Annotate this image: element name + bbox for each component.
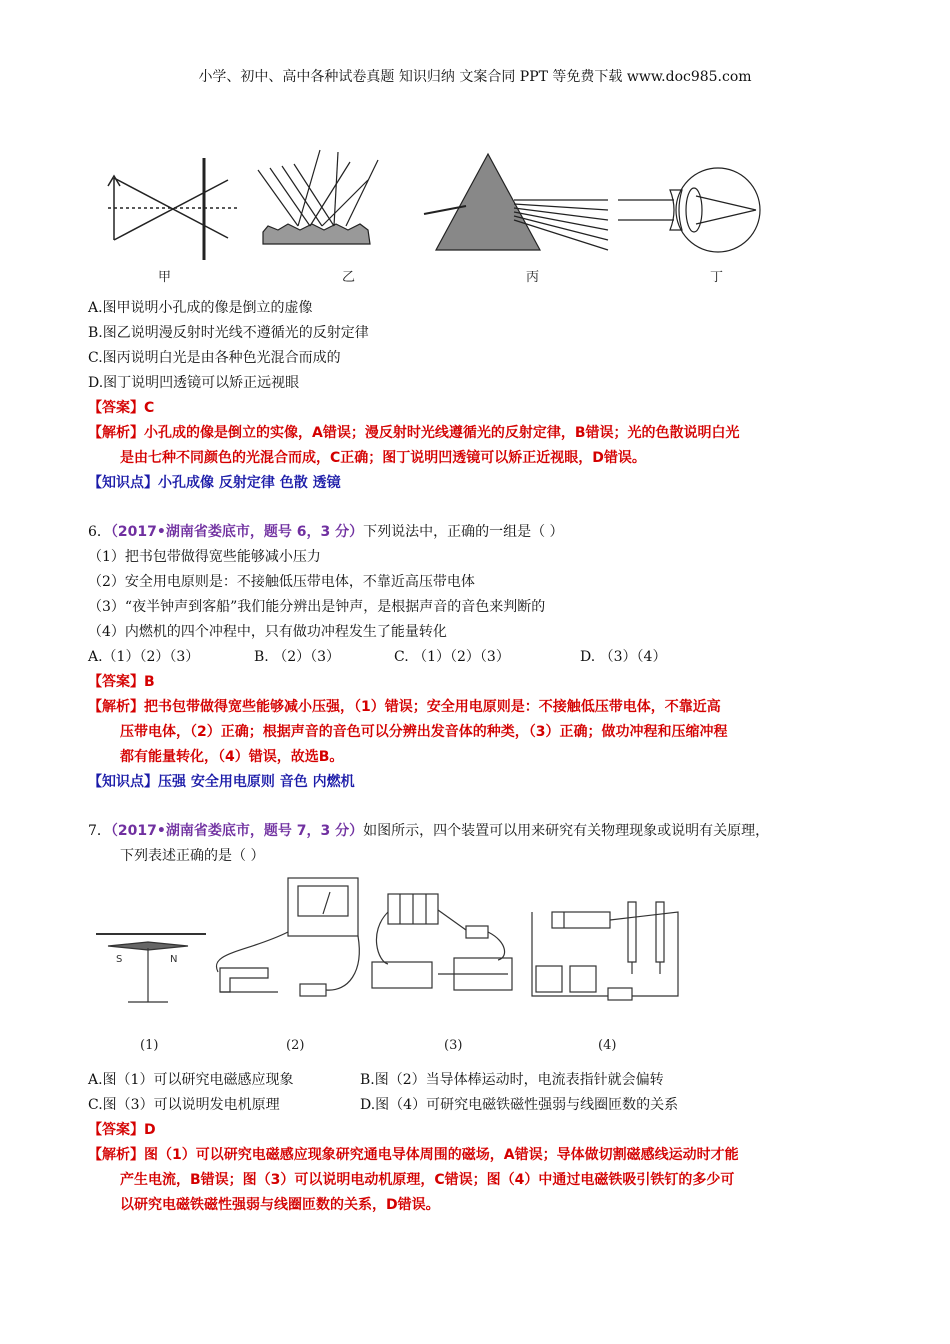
- q6-options: [88, 647, 666, 667]
- q6-item-1: （1）把书包带做得宽些能够减小压力: [88, 549, 321, 565]
- q6-answer: 【答案】B: [88, 674, 155, 690]
- fig-caption-jia: 甲: [158, 270, 172, 285]
- q7-options-row1: [88, 1070, 664, 1090]
- q6-analysis: 【解析】把书包带做得宽些能够减小压强，（1）错误；安全用电原则是：不接触低压带电体，不靠近高: [88, 699, 721, 715]
- q7-fig-caption-3: (3): [444, 1038, 463, 1053]
- q5-knowledge-points: 【知识点】小孔成像 反射定律 色散 透镜: [88, 475, 341, 491]
- q6-item-2: （2）安全用电原则是：不接触低压带电体，不靠近高压带电体: [88, 574, 475, 590]
- q7-analysis: 【解析】图（1）可以研究电磁感应现象研究通电导体周围的磁场，A错误；导体做切割磁感线运动时才能: [88, 1147, 739, 1163]
- q7-option-d: D.图（4）可研究电磁铁磁性强弱与线圈匝数的关系: [360, 1097, 679, 1113]
- q6-item-4: （4）内燃机的四个冲程中，只有做功冲程发生了能量转化: [88, 624, 447, 640]
- fig-caption-yi: 乙: [342, 270, 356, 285]
- q5-answer: 【答案】C: [88, 400, 155, 416]
- q5-analysis: 【解析】小孔成的像是倒立的实像，A错误；漫反射时光线遵循光的反射定律，B错误；光的色散说明白光: [88, 425, 740, 441]
- svg-text:N: N: [170, 954, 178, 965]
- q5-option-c: C.图丙说明白光是由各种色光混合而成的: [88, 350, 341, 366]
- q7-analysis-line2: 产生电流，B错误；图（3）可以说明电动机原理，C错误；图（4）中通过电磁铁吸引铁钉的多少可: [120, 1172, 735, 1188]
- q5-option-d: D.图丁说明凹透镜可以矫正远视眼: [88, 375, 300, 391]
- motor-apparatus: [372, 894, 512, 990]
- optics-figure: [88, 140, 788, 300]
- electromagnetism-figure: [88, 872, 828, 1022]
- svg-text:S: S: [116, 954, 123, 965]
- q7-stem-line2: 下列表述正确的是（ ）: [120, 848, 265, 864]
- q7-options-row2: [88, 1095, 678, 1115]
- q5-option-b: B.图乙说明漫反射时光线不遵循光的反射定律: [88, 325, 369, 341]
- prism-diagram: [424, 154, 608, 250]
- page-header: 小学、初中、高中各种试卷真题 知识归纳 文案合同 PPT 等免费下载 www.doc985.com: [198, 69, 752, 85]
- fig-caption-bing: 丙: [526, 270, 540, 285]
- electromagnet-apparatus: [532, 902, 678, 1000]
- q7-analysis-line3: 以研究电磁铁磁性强弱与线圈匝数的关系，D错误。: [120, 1197, 440, 1213]
- q7-fig-caption-1: (1): [140, 1038, 159, 1053]
- q7-stem: 7．（2017•湖南省娄底市，题号 7，3 分）如图所示，四个装置可以用来研究有关物理现象或说明有关原理，: [88, 823, 770, 839]
- q6-option-a: A.（1）（2）（3）: [88, 649, 200, 665]
- q6-option-b: B. （2）（3）: [254, 649, 341, 665]
- q6-analysis-line2: 压带电体，（2）正确；根据声音的音色可以分辨出发音体的种类，（3）正确；做功冲程和压缩冲程: [120, 724, 728, 740]
- q6-item-3: （3）“夜半钟声到客船”我们能分辨出是钟声，是根据声音的音色来判断的: [88, 599, 546, 615]
- fig-caption-ding: 丁: [710, 270, 724, 285]
- q7-option-a: A.图（1）可以研究电磁感应现象: [88, 1072, 294, 1088]
- q6-analysis-line3: 都有能量转化，（4）错误，故选B。: [120, 749, 344, 765]
- q5-analysis-line2: 是由七种不同颜色的光混合而成，C正确；图丁说明凹透镜可以矫正近视眼，D错误。: [120, 450, 646, 466]
- compass-needle-apparatus: [96, 934, 206, 1002]
- q6-knowledge-points: 【知识点】压强 安全用电原则 音色 内燃机: [88, 774, 355, 790]
- eye-diagram: [618, 168, 760, 252]
- q6-stem: 6．（2017•湖南省娄底市，题号 6，3 分）下列说法中，正确的一组是（ ）: [88, 524, 564, 540]
- q7-option-c: C.图（3）可以说明发电机原理: [88, 1097, 280, 1113]
- q7-fig-caption-4: (4): [598, 1038, 617, 1053]
- q7-fig-caption-2: (2): [286, 1038, 305, 1053]
- q6-option-c: C. （1）（2）（3）: [394, 649, 510, 665]
- q5-option-a: A.图甲说明小孔成的像是倒立的虚像: [88, 300, 313, 316]
- q7-option-b: B.图（2）当导体棒运动时，电流表指针就会偏转: [360, 1072, 664, 1088]
- q7-answer: 【答案】D: [88, 1122, 156, 1138]
- galvanometer-apparatus: [216, 878, 359, 996]
- diffuse-reflection-diagram: [258, 150, 378, 244]
- pinhole-diagram: [108, 158, 238, 260]
- q6-option-d: D. （3）（4）: [580, 649, 667, 665]
